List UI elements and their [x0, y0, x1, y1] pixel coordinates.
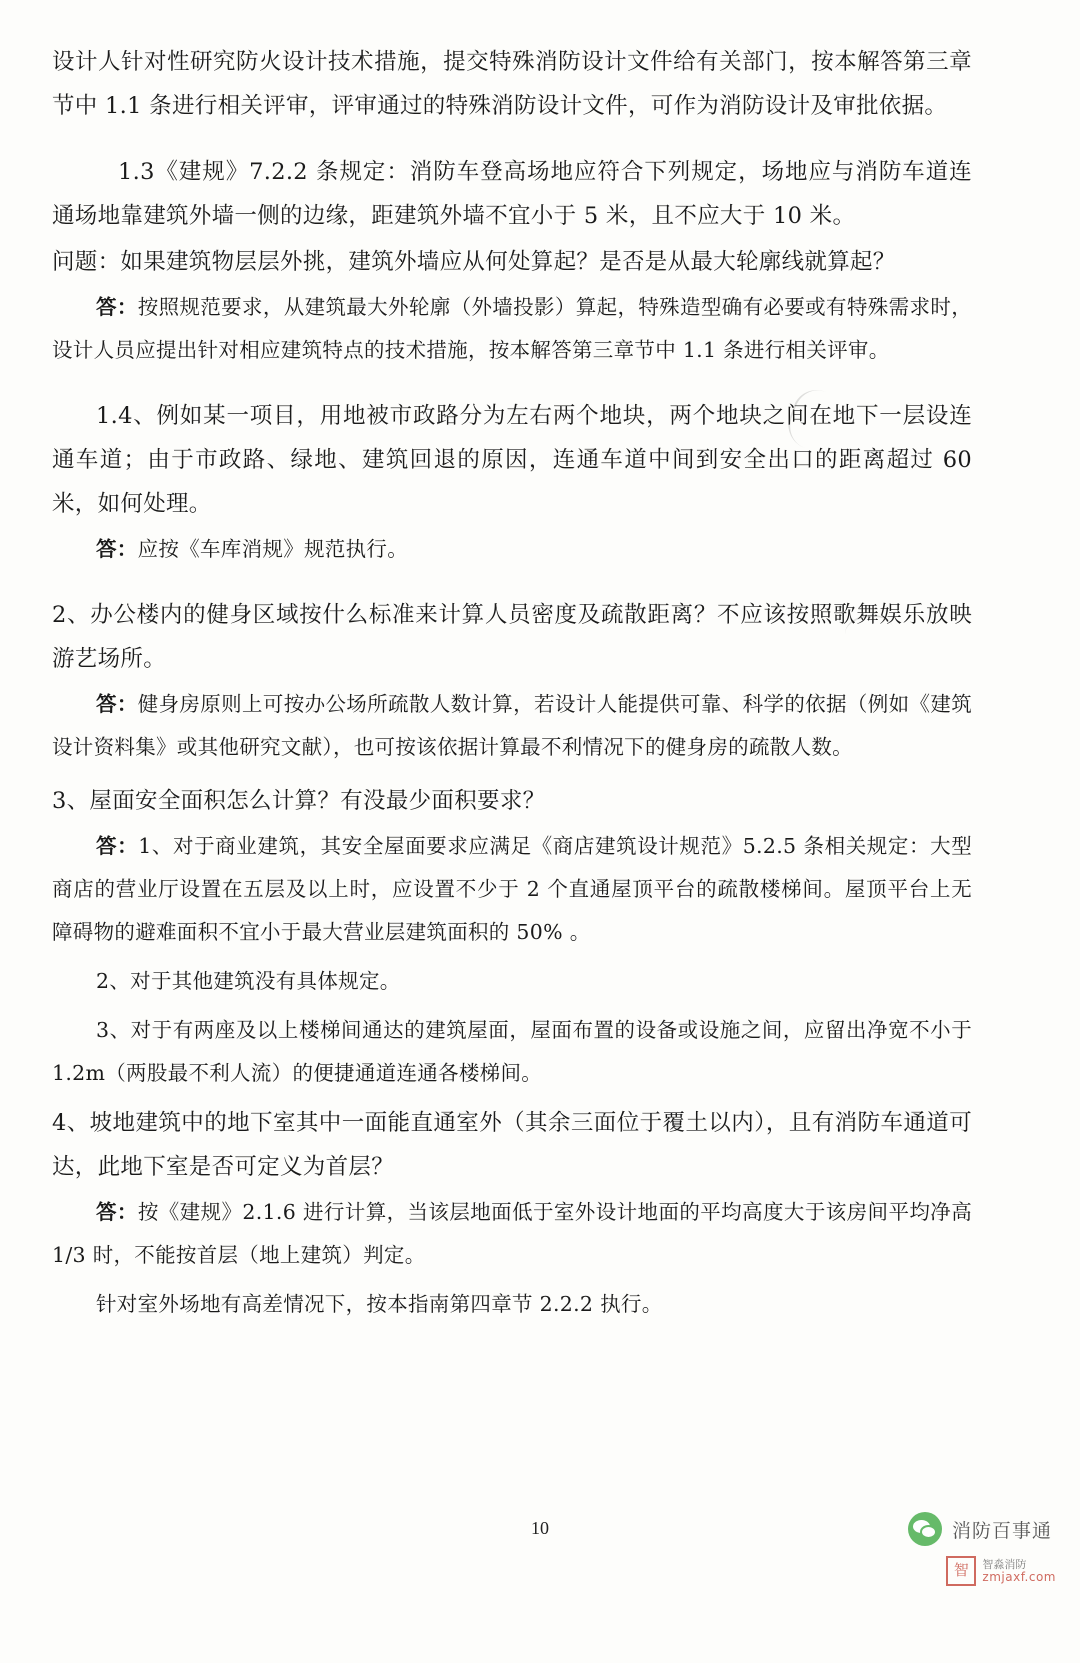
seal-icon: 智	[946, 1556, 976, 1586]
paragraph-4	[52, 286, 972, 372]
site-url: zmjaxf.com	[982, 1570, 1056, 1584]
wechat-account-name: 消防百事通	[951, 1519, 1052, 1542]
answer-label-1: 答：	[96, 295, 138, 319]
paragraph-9: 3、屋面安全面积怎么计算？有没最少面积要求？	[52, 788, 546, 814]
answer-text-1: 按照规范要求，从建筑最大外轮廓（外墙投影）算起，特殊造型确有必要或有特殊需求时，设计人员应提出针对相应建筑特点的技术措施，按本解答第三章节中 1.1 条进行相关评审。	[52, 295, 972, 362]
answer-text-4: 1、对于商业建筑，其安全屋面要求应满足《商店建筑设计规范》5.2.5 条相关规定：大型商店的营业厅设置在五层及以上时，应设置不少于 2 个直通屋顶平台的疏散楼梯间。屋顶平台上无障碍物的避难面积不宜小于最大营业层建筑面积的 50% 。	[52, 834, 972, 944]
paragraph-3: 问题：如果建筑物层层外挑，建筑外墙应从何处算起？是否是从最大轮廓线就算起？	[52, 249, 896, 275]
answer-label-3: 答：	[96, 692, 138, 716]
answer-text-3: 健身房原则上可按办公场所疏散人数计算，若设计人能提供可靠、科学的依据（例如《建筑设计资料集》或其他研究文献），也可按该依据计算最不利情况下的健身房的疏散人数。	[52, 692, 972, 759]
answer-text-5: 按《建规》2.1.6 进行计算，当该层地面低于室外设计地面的平均高度大于该房间平均净高 1/3 时，不能按首层（地上建筑）判定。	[52, 1200, 972, 1267]
paragraph-13: 4、坡地建筑中的地下室其中一面能直通室外（其余三面位于覆土以内），且有消防车通道可达，此地下室是否可定义为首层？	[52, 1110, 972, 1180]
paragraph-15: 针对室外场地有高差情况下，按本指南第四章节 2.2.2 执行。	[96, 1292, 663, 1316]
answer-text-2: 应按《车库消规》规范执行。	[137, 537, 409, 561]
page-number: 10	[531, 1518, 549, 1538]
paragraph-12: 3、对于有两座及以上楼梯间通达的建筑屋面，屋面布置的设备或设施之间，应留出净宽不小于 1.2m（两股最不利人流）的便捷通道连通各楼梯间。	[52, 1018, 972, 1085]
wechat-watermark	[908, 1512, 1052, 1546]
paragraph-1: 设计人针对性研究防火设计技术措施，提交特殊消防设计文件给有关部门，按本解答第三章节中 1.1 条进行相关评审，评审通过的特殊消防设计文件，可作为消防设计及审批依据。	[52, 49, 972, 119]
paragraph-6	[52, 528, 972, 571]
paragraph-5: 1.4、例如某一项目，用地被市政路分为左右两个地块，两个地块之间在地下一层设连通车道；由于市政路、绿地、建筑回退的原因，连通车道中间到安全出口的距离超过 60 米，如何处理。	[52, 403, 972, 517]
site-watermark	[946, 1556, 1056, 1586]
paragraph-8	[52, 683, 972, 769]
paragraph-7: 2、办公楼内的健身区域按什么标准来计算人员密度及疏散距离？不应该按照歌舞娱乐放映游艺场所。	[52, 602, 972, 672]
paragraph-10	[52, 825, 972, 954]
paragraph-14	[52, 1191, 972, 1277]
wechat-icon	[908, 1512, 942, 1546]
paragraph-11: 2、对于其他建筑没有具体规定。	[96, 969, 401, 993]
answer-label-4: 答：	[96, 834, 139, 858]
site-name: 智淼消防	[982, 1558, 1027, 1571]
answer-label-5: 答：	[96, 1200, 138, 1224]
answer-label-2: 答：	[96, 537, 138, 561]
paragraph-2: 1.3《建规》7.2.2 条规定：消防车登高场地应符合下列规定，场地应与消防车道连通场地靠建筑外墙一侧的边缘，距建筑外墙不宜小于 5 米，且不应大于 10 米。	[52, 159, 972, 229]
site-watermark-lines	[982, 1558, 1056, 1584]
document-body	[52, 40, 972, 1332]
